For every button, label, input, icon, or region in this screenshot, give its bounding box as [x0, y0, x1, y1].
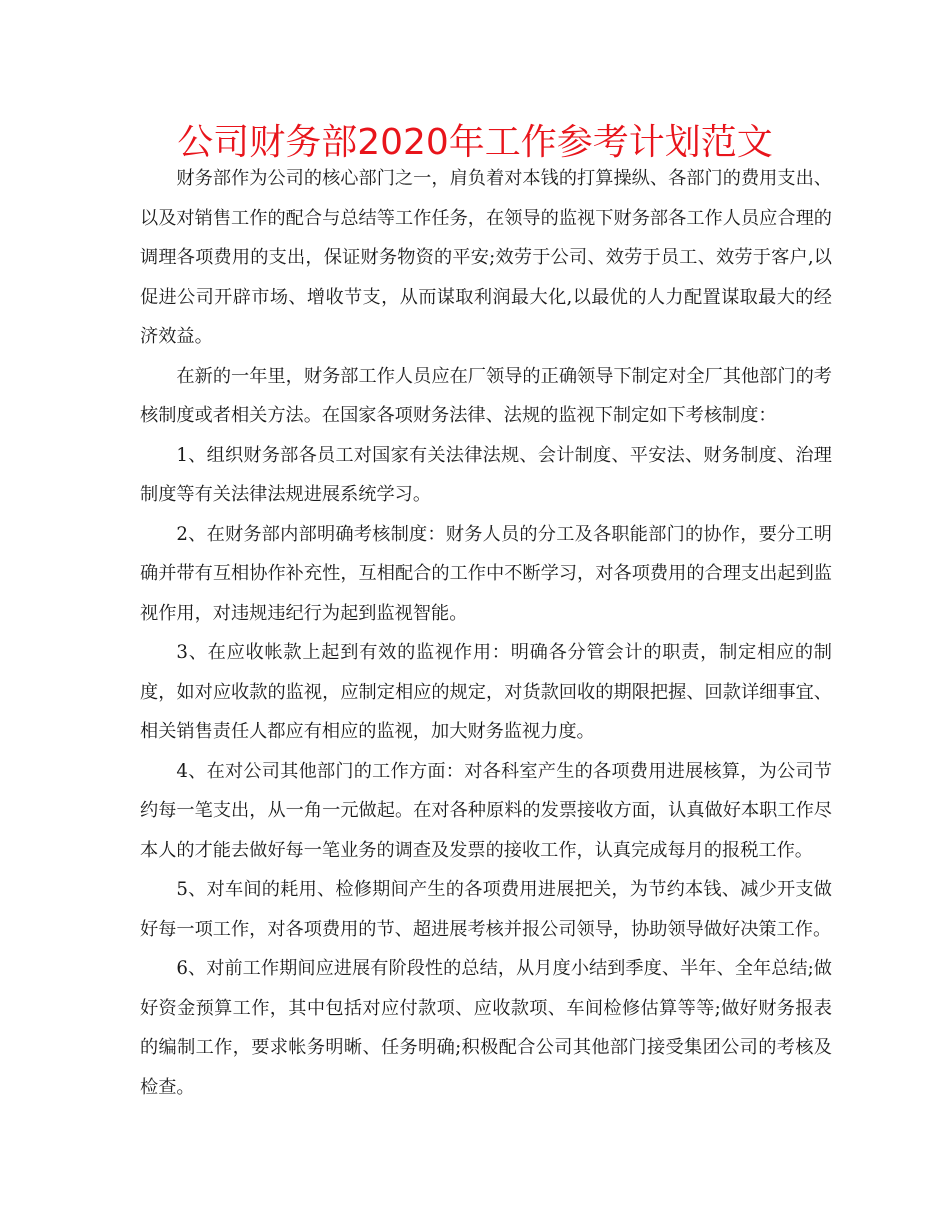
paragraph-item-4: 4、在对公司其他部门的工作方面：对各科室产生的各项费用进展核算，为公司节约每一笔支出，从一角一元做起。在对各种原料的发票接收方面，认真做好本职工作尽本人的才能去做好每一笔业务的调查及发票的接收工作，认真完成每月的报税工作。 [140, 760, 832, 861]
document-body [140, 159, 832, 1107]
paragraph-item-6: 6、对前工作期间应进展有阶段性的总结，从月度小结到季度、半年、全年总结;做好资金预算工作，其中包括对应付款项、应收款项、车间检修估算等等;做好财务报表的编制工作，要求帐务明晰、任务明确;积极配合公司其他部门接受集团公司的考核及检查。 [140, 958, 832, 1098]
paragraph-item-3: 3、在应收帐款上起到有效的监视作用：明确各分管会计的职责，制定相应的制度，如对应收款的监视，应制定相应的规定，对货款回收的期限把握、回款详细事宜、相关销售责任人都应有相应的监视，加大财务监视力度。 [140, 642, 832, 742]
document-title: 公司财务部2020年工作参考计划范文 [177, 122, 773, 163]
paragraph-intro: 财务部作为公司的核心部门之一，肩负着对本钱的打算操纵、各部门的费用支出、以及对销售工作的配合与总结等工作任务，在领导的监视下财务部各工作人员应合理的调理各项费用的支出，保证财务物资的平安;效劳于公司、效劳于员工、效劳于客户,以促进公司开辟市场、增收节支，从而谋取利润最大化,以最优的人力配置谋取最大的经济效益。 [140, 168, 832, 347]
paragraph-item-5: 5、对车间的耗用、检修期间产生的各项费用进展把关，为节约本钱、减少开支做好每一项工作，对各项费用的节、超进展考核并报公司领导，协助领导做好决策工作。 [140, 879, 832, 940]
paragraph-item-1: 1、组织财务部各员工对国家有关法律法规、会计制度、平安法、财务制度、治理制度等有关法律法规进展系统学习。 [140, 444, 832, 505]
paragraph-item-2: 2、在财务部内部明确考核制度：财务人员的分工及各职能部门的协作，要分工明确并带有互相协作补充性，互相配合的工作中不断学习，对各项费用的合理支出起到监视作用，对违规违纪行为起到监视智能。 [140, 523, 832, 624]
paragraph-plan-overview: 在新的一年里，财务部工作人员应在厂领导的正确领导下制定对全厂其他部门的考核制度或者相关方法。在国家各项财务法律、法规的监视下制定如下考核制度： [140, 365, 832, 426]
